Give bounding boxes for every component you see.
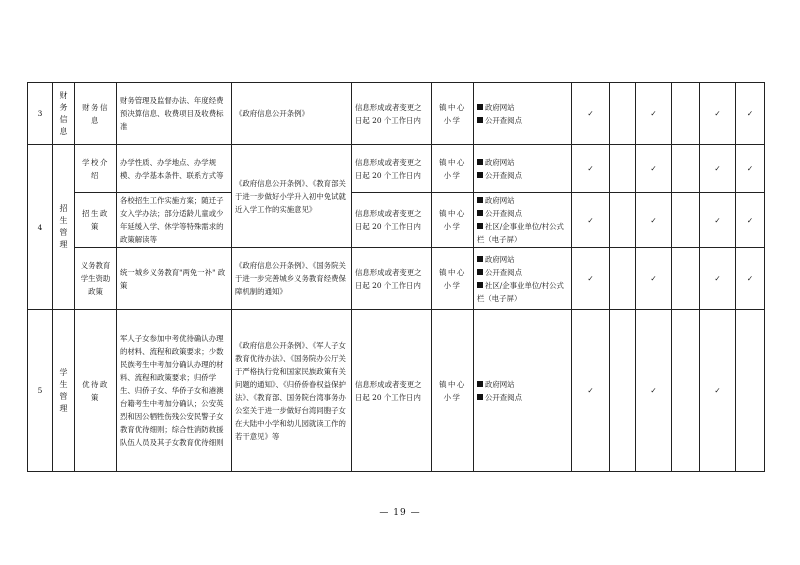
subject-cell: 镇中心小学 xyxy=(432,193,474,248)
check-mark: ✓ xyxy=(572,83,610,145)
content-cell: 办学性质、办学地点、办学规模、办学基本条件、联系方式等 xyxy=(117,145,232,193)
table-row xyxy=(28,193,765,248)
channel-item: 社区/企事业单位/村公式栏（电子屏） xyxy=(477,280,564,303)
channels-cell xyxy=(474,310,572,472)
check-mark: ✓ xyxy=(700,145,736,193)
category-cell: 招生管理 xyxy=(53,145,75,310)
empty-cell xyxy=(736,310,765,472)
row-number: 3 xyxy=(28,83,53,145)
bullet-square-icon xyxy=(477,117,483,123)
row-number: 4 xyxy=(28,145,53,310)
check-mark: ✓ xyxy=(736,83,765,145)
check-mark: ✓ xyxy=(572,193,610,248)
basis-cell: 《政府信息公开条例》、《军人子女教育优待办法》、《国务院办公厅关于严格执行党和国家民族政策有关问题的通知》、《归侨侨眷权益保护法》、《教育部、国务院台湾事务办公室关于进一步做好台湾同胞子女在大陆中小学和幼儿园就读工作的若干意见》等 xyxy=(232,310,352,472)
check-mark: ✓ xyxy=(700,310,736,472)
empty-cell xyxy=(610,145,636,193)
check-mark: ✓ xyxy=(700,193,736,248)
page-number: — 19 — xyxy=(379,508,421,518)
timeline-cell: 信息形成或者变更之日起 20 个工作日内 xyxy=(352,248,432,310)
basis-cell: 《政府信息公开条例》、《教育部关于进一步做好小学升入初中免试就近入学工作的实施意见》 xyxy=(232,145,352,248)
table-row xyxy=(28,310,765,472)
empty-cell xyxy=(672,83,700,145)
empty-cell xyxy=(610,248,636,310)
check-mark: ✓ xyxy=(736,248,765,310)
channel-item: 政府网站 xyxy=(477,194,568,207)
bullet-square-icon xyxy=(477,104,483,110)
check-mark: ✓ xyxy=(700,83,736,145)
channel-item: 政府网站 xyxy=(477,156,568,169)
empty-cell xyxy=(672,310,700,472)
basis-cell: 《政府信息公开条例》、《国务院关于进一步完善城乡义务教育经费保障机制的通知》 xyxy=(232,248,352,310)
timeline-cell: 信息形成或者变更之日起 20 个工作日内 xyxy=(352,145,432,193)
content-cell: 统一城乡义务教育"两免一补" 政策 xyxy=(117,248,232,310)
timeline-cell: 信息形成或者变更之日起 20 个工作日内 xyxy=(352,83,432,145)
bullet-square-icon xyxy=(477,256,483,262)
subject-cell: 镇中心小学 xyxy=(432,310,474,472)
table-row xyxy=(28,83,765,145)
table-row xyxy=(28,248,765,310)
channel-item: 政府网站 xyxy=(477,101,568,114)
subject-cell: 镇中心小学 xyxy=(432,248,474,310)
channel-item: 政府网站 xyxy=(477,378,568,391)
bullet-square-icon xyxy=(477,394,483,400)
basis-cell: 《政府信息公开条例》 xyxy=(232,83,352,145)
subject-cell: 镇中心小学 xyxy=(432,145,474,193)
content-cell: 各校招生工作实施方案；随迁子女入学办法；部分适龄儿童或少年延缓入学、休学等特殊需求的政策解读等 xyxy=(117,193,232,248)
check-mark: ✓ xyxy=(736,193,765,248)
channels-cell xyxy=(474,193,572,248)
bullet-square-icon xyxy=(477,269,483,275)
channel-item: 社区/企事业单位/村公式栏（电子屏） xyxy=(477,222,564,244)
bullet-square-icon xyxy=(477,210,483,216)
empty-cell xyxy=(672,145,700,193)
channel-item: 公开查阅点 xyxy=(477,169,568,182)
bullet-square-icon xyxy=(477,159,483,165)
check-mark: ✓ xyxy=(636,145,672,193)
channel-item: 公开查阅点 xyxy=(477,207,568,220)
check-mark: ✓ xyxy=(636,248,672,310)
empty-cell xyxy=(610,193,636,248)
content-cell: 军人子女参加中考优待确认办理的材料、流程和政策要求；少数民族考生中考加分确认办理的材料、流程和政策要求；归侨学生、归侨子女、华侨子女和港澳台籍考生中考加分确认；公安英烈和因公牺牲伤残公安民警子女教育优待细则；综合性消防救援队伍人员及其子女教育优待细则 xyxy=(117,310,232,472)
disclosure-table xyxy=(27,82,765,472)
timeline-cell: 信息形成或者变更之日起 20 个工作日内 xyxy=(352,310,432,472)
bullet-square-icon xyxy=(477,197,483,203)
check-mark: ✓ xyxy=(572,248,610,310)
bullet-square-icon xyxy=(477,223,483,229)
row-number: 5 xyxy=(28,310,53,472)
check-mark: ✓ xyxy=(636,83,672,145)
channels-cell xyxy=(474,145,572,193)
category-cell: 学生管理 xyxy=(53,310,75,472)
subcategory-cell: 招生政策 xyxy=(75,193,117,248)
timeline-cell: 信息形成或者变更之日起 20 个工作日内 xyxy=(352,193,432,248)
check-mark: ✓ xyxy=(572,145,610,193)
empty-cell xyxy=(610,83,636,145)
subcategory-cell: 学校介绍 xyxy=(75,145,117,193)
channel-item: 政府网站 xyxy=(477,253,568,266)
check-mark: ✓ xyxy=(700,248,736,310)
table-row xyxy=(28,145,765,193)
subcategory-cell: 财务信息 xyxy=(75,83,117,145)
check-mark: ✓ xyxy=(636,193,672,248)
subcategory-cell: 优待政策 xyxy=(75,310,117,472)
bullet-square-icon xyxy=(477,381,483,387)
check-mark: ✓ xyxy=(636,310,672,472)
subcategory-cell: 义务教育学生资助政策 xyxy=(75,248,117,310)
empty-cell xyxy=(610,310,636,472)
check-mark: ✓ xyxy=(572,310,610,472)
channel-item: 公开查阅点 xyxy=(477,391,568,404)
subject-cell: 镇中心小学 xyxy=(432,83,474,145)
bullet-square-icon xyxy=(477,172,483,178)
channels-cell xyxy=(474,248,572,310)
category-cell: 财务信息 xyxy=(53,83,75,145)
check-mark: ✓ xyxy=(736,145,765,193)
channel-item: 公开查阅点 xyxy=(477,266,568,279)
bullet-square-icon xyxy=(477,282,483,288)
channel-item: 公开查阅点 xyxy=(477,114,568,127)
channels-cell xyxy=(474,83,572,145)
empty-cell xyxy=(672,248,700,310)
empty-cell xyxy=(672,193,700,248)
content-cell: 财务管理及监督办法、年度经费预决算信息、收费项目及收费标准 xyxy=(117,83,232,145)
